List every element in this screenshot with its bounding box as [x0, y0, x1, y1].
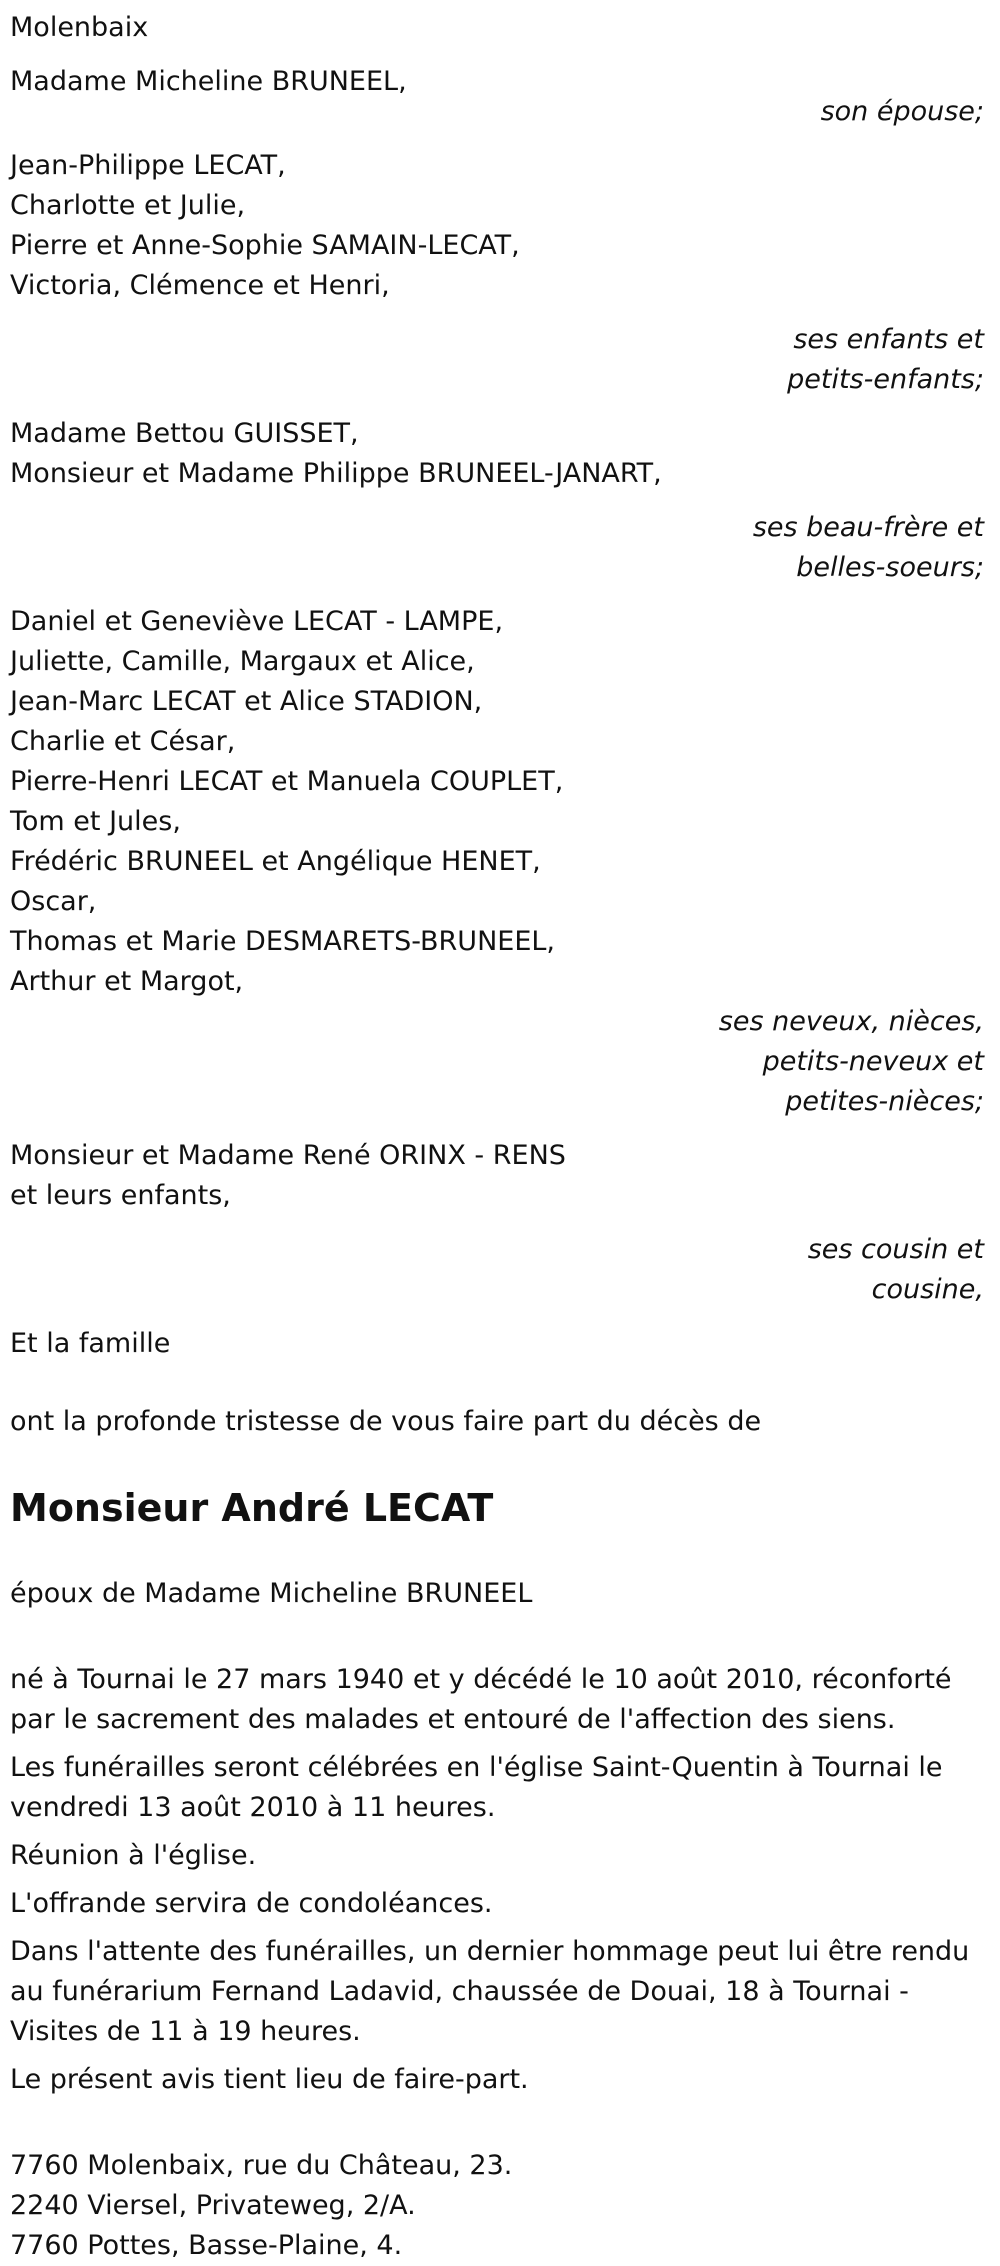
family-name: Jean-Philippe LECAT,: [10, 150, 286, 181]
paragraph-visitation: Dans l'attente des funérailles, un dernier hommage peut lui être rendu au funérarium Fernand Ladavid, chaussée de Douai, 18 à Tournai - Visites de 11 à 19 heures.: [10, 1936, 970, 2047]
family-closing: Et la famille: [10, 1328, 171, 1359]
relation-label: ses cousin et: [807, 1234, 984, 1265]
spacer: [10, 2100, 990, 2146]
spacer: [10, 1614, 990, 1660]
family-name: Charlie et César,: [10, 726, 236, 757]
relation-label: petites-nièces;: [785, 1086, 984, 1117]
family-name: Pierre et Anne-Sophie SAMAIN-LECAT,: [10, 230, 520, 261]
relation-label: petits-neveux et: [762, 1046, 984, 1077]
location-header: Molenbaix: [10, 12, 149, 43]
family-name: Arthur et Margot,: [10, 966, 244, 997]
spacer: [10, 1310, 990, 1324]
family-name: Madame Bettou GUISSET,: [10, 418, 359, 449]
spacer: [10, 1364, 990, 1402]
family-name: Monsieur et Madame Philippe BRUNEEL-JANART,: [10, 458, 662, 489]
relation-label: ses beau-frère et: [752, 512, 984, 543]
family-group-cousins: [10, 1136, 990, 1310]
address-line: 7760 Pottes, Basse-Plaine, 4.: [10, 2230, 403, 2261]
family-name: Monsieur et Madame René ORINX - RENS: [10, 1140, 566, 1171]
spacer: [10, 1876, 990, 1884]
spacer: [10, 1442, 990, 1480]
spacer: [10, 1828, 990, 1836]
relation-label: cousine,: [871, 1274, 984, 1305]
paragraph-notice: Le présent avis tient lieu de faire-part.: [10, 2064, 529, 2095]
address-line: 7760 Molenbaix, rue du Château, 23.: [10, 2150, 513, 2181]
family-name: Madame Micheline BRUNEEL,: [10, 66, 407, 97]
spacer: [10, 2052, 990, 2060]
spacer: [10, 1536, 990, 1574]
family-name: Pierre-Henri LECAT et Manuela COUPLET,: [10, 766, 564, 797]
spouse-line: époux de Madame Micheline BRUNEEL: [10, 1578, 533, 1609]
family-name: Thomas et Marie DESMARETS-BRUNEEL,: [10, 926, 556, 957]
family-name: Jean-Marc LECAT et Alice STADION,: [10, 686, 483, 717]
paragraph-funeral: Les funérailles seront célébrées en l'église Saint-Quentin à Tournai le vendredi 13 août 2010 à 11 heures.: [10, 1752, 943, 1823]
spacer: [10, 1740, 990, 1748]
relation-label: son épouse;: [820, 96, 984, 127]
family-name: Daniel et Geneviève LECAT - LAMPE,: [10, 606, 504, 637]
spacer: [10, 588, 990, 602]
paragraph-offering: L'offrande servira de condoléances.: [10, 1888, 493, 1919]
address-line: 2240 Viersel, Privateweg, 2/A.: [10, 2190, 416, 2221]
family-name: Oscar,: [10, 886, 97, 917]
family-name: Frédéric BRUNEEL et Angélique HENET,: [10, 846, 541, 877]
family-name: Juliette, Camille, Margaux et Alice,: [10, 646, 475, 677]
paragraph-birth-death: né à Tournai le 27 mars 1940 et y décédé le 10 août 2010, réconforté par le sacrement des malades et entouré de l'affection des siens.: [10, 1664, 952, 1735]
spacer: [10, 494, 990, 508]
spacer: [10, 48, 990, 62]
spacer: [10, 1122, 990, 1136]
spacer: [10, 1216, 990, 1230]
announcement-text: ont la profonde tristesse de vous faire part du décès de: [10, 1406, 762, 1437]
relation-label: petits-enfants;: [787, 364, 984, 395]
deceased-name: Monsieur André LECAT: [10, 1486, 494, 1530]
spacer: [10, 400, 990, 414]
spacer: [10, 306, 990, 320]
family-group-nephews: [10, 602, 990, 1122]
spacer: [10, 132, 990, 146]
relation-label: ses neveux, nièces,: [718, 1006, 984, 1037]
family-name: et leurs enfants,: [10, 1180, 231, 1211]
family-name: Charlotte et Julie,: [10, 190, 246, 221]
paragraph-meeting: Réunion à l'église.: [10, 1840, 257, 1871]
family-name: Victoria, Clémence et Henri,: [10, 270, 390, 301]
family-name: Tom et Jules,: [10, 806, 181, 837]
relation-label: ses enfants et: [793, 324, 984, 355]
family-group-spouse: [10, 62, 990, 132]
family-group-children: [10, 146, 990, 400]
spacer: [10, 1924, 990, 1932]
family-group-in-laws: [10, 414, 990, 588]
relation-label: belles-soeurs;: [796, 552, 984, 583]
